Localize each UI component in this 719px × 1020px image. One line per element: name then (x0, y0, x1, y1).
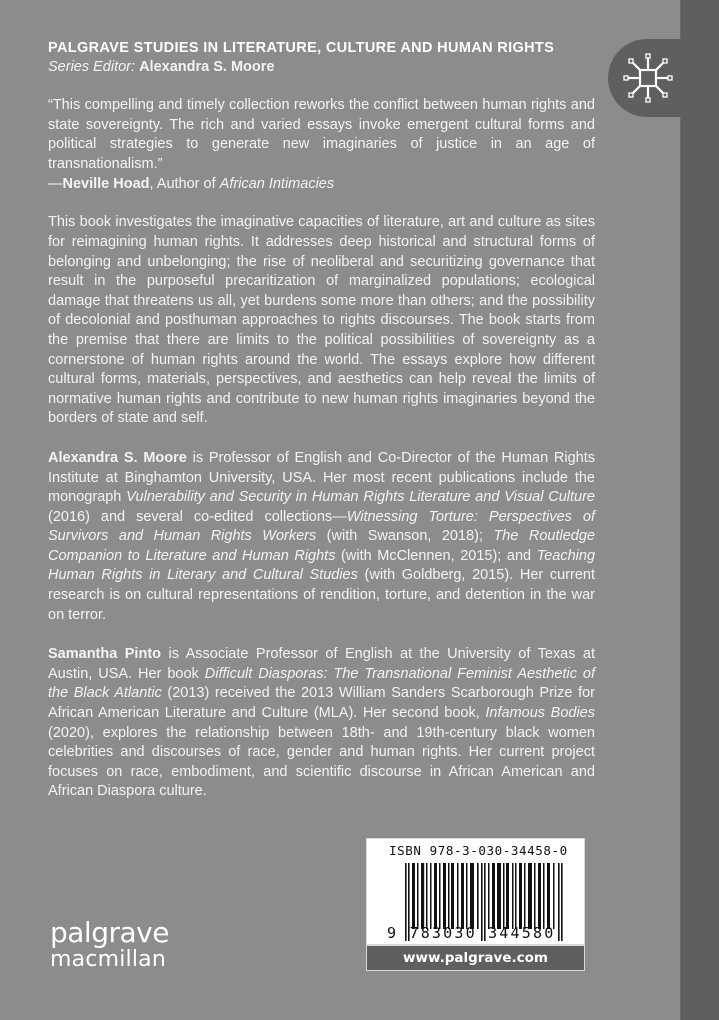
isbn-barcode-block (366, 838, 585, 971)
bio-title: Vulnerability and Security in Human Rights Literature and Visual Culture (126, 489, 595, 506)
bio-text: is Professor of English and Co-Director of the Human Rights Institute at Binghamton University, USA. Her most recent publications include the monograph (48, 449, 595, 506)
bio-name: Samantha Pinto (48, 646, 162, 663)
bio-text: (with McClennen, 2015); and (335, 547, 537, 564)
back-cover-text (48, 38, 595, 802)
endorser-name: Neville Hoad (62, 176, 150, 193)
endorser-work: African Intimacies (219, 176, 335, 193)
series-editor-label: Series Editor: (48, 59, 136, 75)
publisher-url[interactable]: www.palgrave.com (367, 946, 584, 970)
bio-text: (2013) received the 2013 William Sanders Scarborough Prize for African American Literature and Culture (MLA). Her second book, (48, 685, 595, 722)
publisher-logo-line2: macmillan (50, 947, 167, 972)
bio-title: The Routledge Companion to Literature and Human Rights (48, 528, 595, 564)
publisher-logo-line1: palgrave (50, 916, 169, 949)
attribution-dash: — (48, 176, 63, 193)
series-editor-name: Alexandra S. Moore (139, 59, 275, 75)
bio-name: Alexandra S. Moore (48, 449, 187, 466)
barcode-panel (367, 839, 584, 944)
bio-text: (2016) and several co-edited collections— (48, 508, 347, 525)
bio-title: Difficult Diasporas: The Transnational Feminist Aesthetic of the Black Atlantic (48, 665, 595, 702)
barcode-digits: 9 783030 344580 (387, 924, 556, 942)
endorsement-quote: “This compelling and timely collection reworks the conflict between human rights and state sovereignty. The rich and varied essays invoke emergent cultural forms and political strategies to generate new imaginaries of justice in an age of transnationalism.” (48, 97, 595, 172)
book-description: This book investigates the imaginative capacities of literature, art and culture as sites for reimagining human rights. It addresses deep historical and structural forms of belonging and unbelonging; the rise of neoliberal and securitizing governance that result in the purposeful precaritization of marginalized populations; ecological damage that threatens us all, yet burdens some more than others; and the possibility of decolonial and posthuman approaches to rights discourses. The book starts from the premise that there are limits to the political possibilities of sovereignty as a cornerstone of human rights around the world. The essays explore how different cultural forms, materials, perspectives, and aesthetics can help reveal the limits of normative human rights and contribute to new human rights imaginaries beyond the borders of state and self. (48, 214, 595, 427)
spine-strip (680, 0, 719, 1020)
editor-bio-moore (48, 449, 595, 625)
network-chip-icon (618, 48, 678, 108)
bio-text: is Associate Professor of English at the University of Texas at Austin, USA. Her book (48, 646, 595, 682)
bio-text: (2020), explores the relationship between 18th- and 19th-century black women celebrities and discourses of race, gender and human rights. Her current project focuses on race, embodiment, and scientific discourse in African American and African Diaspora culture. (48, 724, 595, 800)
series-title: PALGRAVE STUDIES IN LITERATURE, CULTURE AND HUMAN RIGHTS (48, 40, 555, 56)
series-logo-tab (608, 39, 688, 117)
endorsement-attribution (48, 174, 595, 194)
bio-title: Witnessing Torture: Perspectives of Survivors and Human Rights Workers (48, 508, 595, 545)
bio-title: Teaching Human Rights in Literary and Cultural Studies (48, 547, 596, 584)
bio-title: Infamous Bodies (485, 705, 595, 722)
bio-text: (with Goldberg, 2015). Her current research is on cultural representations of rendition, torture, and detention in the war on terror. (48, 567, 595, 623)
series-editor (48, 58, 595, 77)
endorser-role: , Author of (149, 176, 220, 193)
editor-bio-pinto (48, 645, 595, 802)
bio-text: (with Swanson, 2018); (316, 528, 494, 545)
publisher-logo (50, 918, 169, 972)
isbn-label: ISBN 978-3-030-34458-0 (389, 843, 568, 858)
